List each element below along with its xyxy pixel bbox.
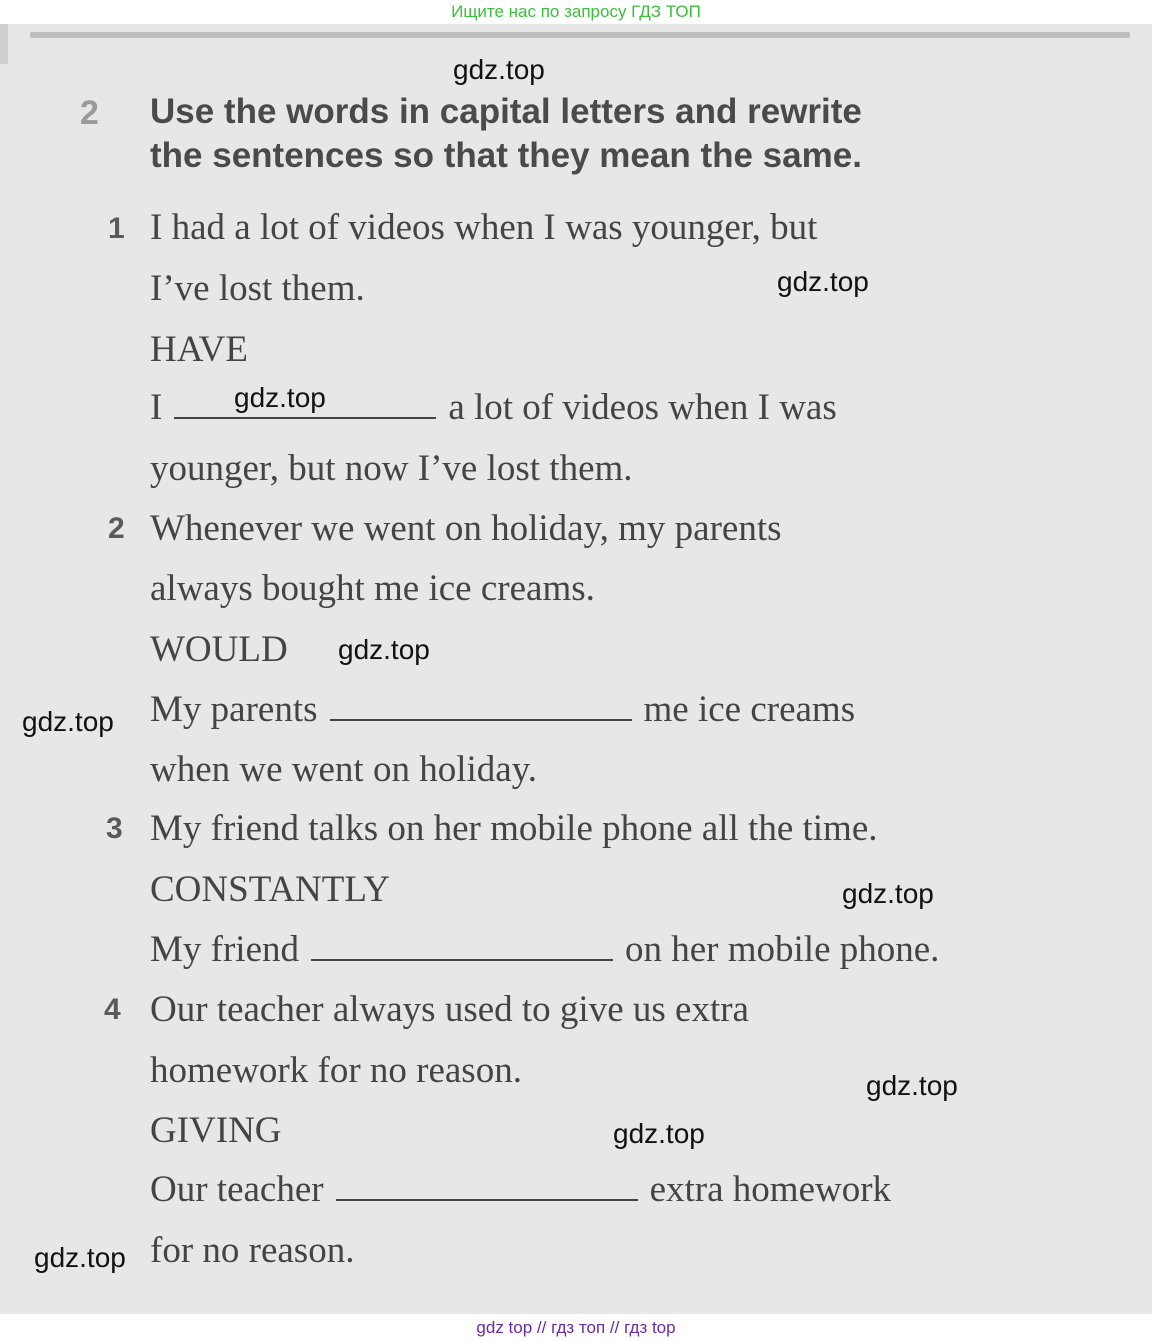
instruction-line-2: the sentences so that they mean the same. [150, 136, 862, 175]
footer-links: gdz top // гдз топ // гдз top [0, 1314, 1152, 1341]
answer-before: My parents [150, 689, 318, 730]
watermark: gdz.top [613, 1118, 705, 1149]
answer-blank [311, 939, 613, 961]
item-keyword: GIVING [150, 1110, 282, 1151]
watermark: gdz.top [338, 634, 430, 665]
item-sentence: Our teacher always used to give us extra [150, 989, 749, 1030]
item-answer-continuation: when we went on holiday. [150, 749, 538, 790]
item-answer-continuation: for no reason. [150, 1230, 355, 1271]
watermark: gdz.top [453, 54, 545, 85]
item-sentence: My friend talks on her mobile phone all the time. [150, 808, 878, 849]
top-banner: Ищите нас по запросу ГДЗ ТОП [0, 0, 1152, 24]
answer-after: on her mobile phone. [625, 929, 940, 970]
item-number: 1 [108, 212, 125, 245]
exercise-number: 2 [80, 94, 99, 132]
answer-after: a lot of videos when I was [448, 387, 837, 428]
answer-blank [330, 699, 632, 721]
watermark: gdz.top [777, 266, 869, 297]
watermark: gdz.top [842, 878, 934, 909]
watermark: gdz.top [22, 706, 114, 737]
item-keyword: HAVE [150, 329, 248, 370]
item-number: 4 [104, 993, 121, 1026]
item-number: 3 [106, 812, 123, 845]
item-number: 2 [108, 512, 125, 545]
item-answer-continuation: younger, but now I’ve lost them. [150, 448, 633, 489]
answer-after: me ice creams [643, 689, 856, 730]
item-sentence: I’ve lost them. [150, 268, 365, 309]
answer-after: extra homework [649, 1169, 892, 1210]
item-answer [150, 1168, 891, 1212]
item-keyword: CONSTANTLY [150, 869, 390, 910]
page-edge [30, 32, 1130, 38]
item-sentence: Whenever we went on holiday, my parents [150, 508, 782, 549]
answer-before: I [150, 387, 163, 428]
instruction-line-1: Use the words in capital letters and rewrite [150, 92, 862, 131]
exercise-instruction [150, 90, 1050, 178]
answer-before: My friend [150, 929, 299, 970]
item-answer [150, 688, 855, 732]
item-sentence: homework for no reason. [150, 1050, 522, 1091]
item-answer [150, 928, 939, 972]
watermark: gdz.top [234, 382, 326, 413]
answer-before: Our teacher [150, 1169, 324, 1210]
watermark: gdz.top [34, 1242, 126, 1273]
item-sentence: I had a lot of videos when I was younger, but [150, 207, 818, 248]
page-edge-left [0, 24, 8, 64]
answer-blank [336, 1179, 638, 1201]
item-keyword: WOULD [150, 629, 288, 670]
watermark: gdz.top [866, 1070, 958, 1101]
item-sentence: always bought me ice creams. [150, 568, 595, 609]
